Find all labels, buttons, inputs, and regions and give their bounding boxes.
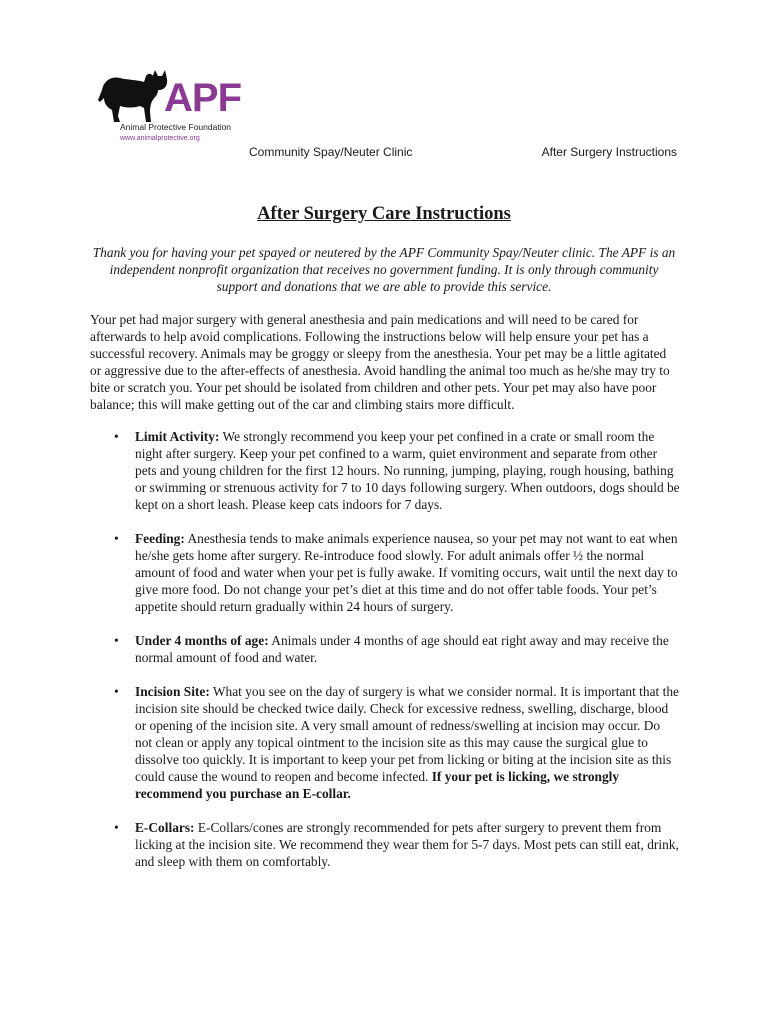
header-clinic-name: Community Spay/Neuter Clinic (249, 145, 413, 159)
bullet-icon: • (114, 684, 119, 699)
bullet-icon: • (114, 633, 119, 648)
list-item-limit-activity (90, 428, 680, 513)
item-text: We strongly recommend you keep your pet confined in a crate or small room the night after surgery. Keep your pet confined to a warm, quiet environment and separate from other pets and young children for the first 12 hours. No running, jumping, playing, rough housing, bathing or swimming or strenuous activity for 7 to 10 days following surgery. When outdoors, dogs should be kept on a short leash. Please keep cats indoors for 7 days. (135, 429, 680, 512)
item-label: Limit Activity: (135, 429, 220, 444)
body-paragraph: Your pet had major surgery with general anesthesia and pain medications and will need to be cared for afterwards to help avoid complications. Following the instructions below will help ensure your pet has a successful recovery. Animals may be groggy or sleepy from the anesthesia. Your pet may be a little agitated or aggressive due to the after-effects of anesthesia. Avoid handling the animal too much as he/she may try to bite or scratch you. Your pet should be isolated from children and other pets. Your pet may also have poor balance; this will make getting out of the car and climbing stairs more difficult. (90, 312, 670, 412)
list-item-under-4-months (90, 632, 680, 666)
logo-full-name: Animal Protective Foundation (120, 122, 232, 132)
item-label: Feeding: (135, 531, 185, 546)
item-label: Under 4 months of age: (135, 633, 269, 648)
instruction-list (90, 428, 690, 887)
item-bold-note: If your pet is licking, we strongly recommend you purchase an E-collar. (135, 769, 620, 801)
item-label: Incision Site: (135, 684, 210, 699)
item-text: E-Collars/cones are strongly recommended for pets after surgery to prevent them from licking at the incision site. We recommend they wear them for 5-7 days. Most pets can still eat, drink, and sleep with them on comfortably. (135, 820, 679, 869)
bullet-icon: • (114, 531, 119, 546)
item-label: E-Collars: (135, 820, 195, 835)
item-text: Animals under 4 months of age should eat right away and may receive the normal amount of food and water. (135, 633, 669, 665)
logo-abbreviation: APF (164, 76, 241, 120)
item-text: Anesthesia tends to make animals experience nausea, so your pet may not want to eat when he/she gets home after surgery. Re-introduce food slowly. For adult animals offer ½ the normal amount of food and water when your pet is fully awake. If vomiting occurs, wait until the next day to give more food. Do not change your pet’s diet at this time and do not offer table foods. Your pet’s appetite should return gradually within 24 hours of surgery. (135, 531, 678, 614)
header-document-name: After Surgery Instructions (541, 145, 677, 159)
list-item-feeding (90, 530, 680, 615)
intro-paragraph: Thank you for having your pet spayed or neutered by the APF Community Spay/Neuter clinic. The APF is an independent nonprofit organization that receives no government funding. It is only through community support and donations that we are able to provide this service. (92, 245, 676, 294)
bullet-icon: • (114, 429, 119, 444)
page-title: After Surgery Care Instructions (257, 204, 511, 224)
apf-logo (98, 70, 248, 150)
logo-url[interactable]: www.animalprotective.org (120, 135, 200, 142)
list-item-incision-site (90, 683, 680, 802)
list-item-e-collars (90, 819, 680, 870)
dog-cat-silhouette-icon (98, 70, 168, 126)
item-text: What you see on the day of surgery is what we consider normal. It is important that the incision site should be checked twice daily. Check for excessive redness, swelling, discharge, blood or opening of the incision site. A very small amount of redness/swelling at incision may occur. Do not clean or apply any topical ointment to the incision site as this may cause the surgical glue to dissolve too quickly. It is important to keep your pet from licking or biting at the incision site as this could cause the wound to reopen and become infected. (135, 684, 679, 784)
bullet-icon: • (114, 820, 119, 835)
